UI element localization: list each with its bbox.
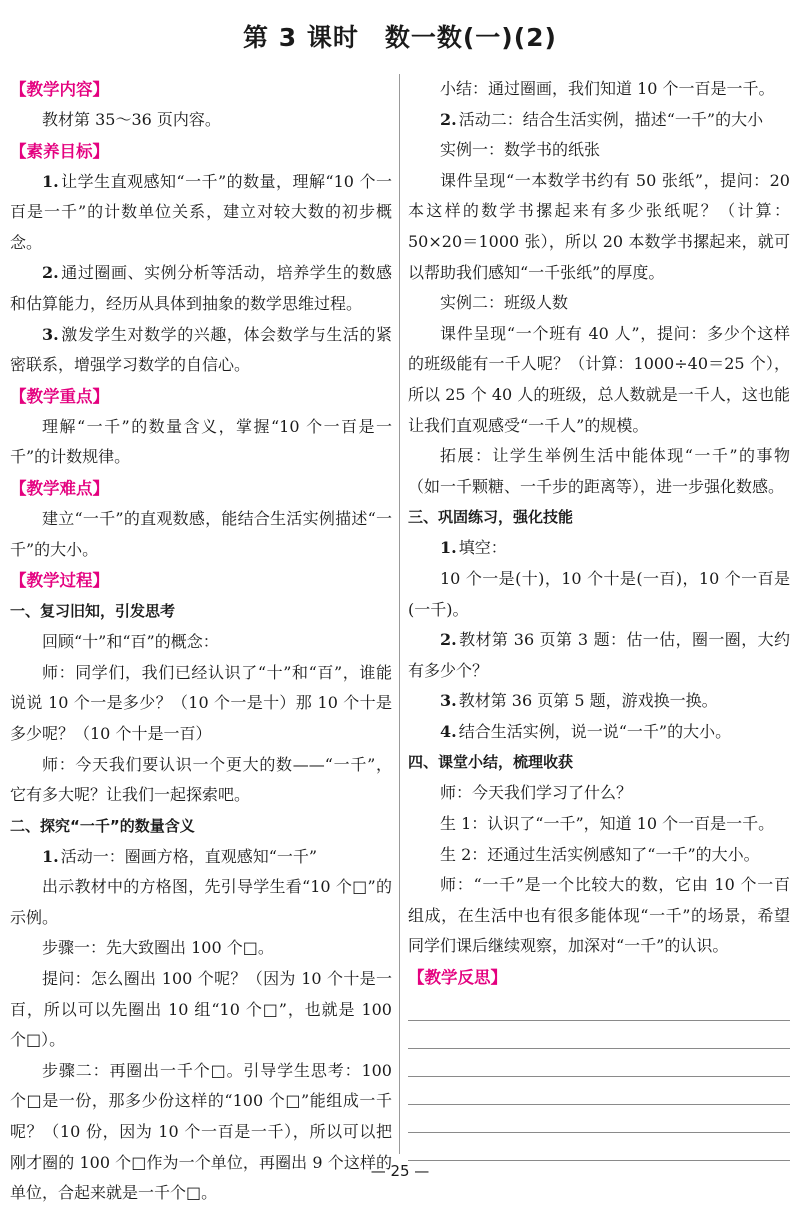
paragraph: 生 2：还通过生活实例感知了“一千”的大小。: [440, 844, 760, 864]
paragraph: 步骤二：再圈出一千个□。引导学生思考：100 个□是一份，那多少份这样的“100 个□”能组成一千呢？（10 份，因为 10 个一百是一千），所以可以把刚才圈的 100 个□作为一个单位，再圈出 9 个这样的单位，合起来就是一千个□。: [10, 1060, 392, 1203]
section-tag-goals: 【素养目标】: [10, 141, 109, 161]
key-text: 理解“一千”的数量含义，掌握“10 个一百是一千”的计数规律。: [10, 416, 392, 467]
goal-item: [10, 258, 392, 319]
writing-line: [408, 1077, 790, 1105]
writing-line: [408, 1021, 790, 1049]
paragraph: 课件呈现“一本数学书约有 50 张纸”，提问：20 本这样的数学书摞起来有多少张纸呢？（计算：50×20＝1000 张），所以 20 本数学书摞起来，就可以帮助我们感知“一千张纸”的厚度。: [408, 170, 790, 282]
exercise-item: [408, 564, 790, 625]
activity-text: 活动一：圈画方格，直观感知“一千”: [60, 846, 318, 866]
section-tag-key: 【教学重点】: [10, 386, 109, 406]
exercise-number: 3.: [440, 691, 457, 711]
difficulty-text: 建立“一千”的直观数感，能结合生活实例描述“一千”的大小。: [10, 508, 392, 559]
right-column: [408, 74, 790, 1161]
left-column: [10, 74, 392, 1209]
exercise-text: 结合生活实例，说一说“一千”的大小。: [458, 721, 732, 741]
exercise-number: 1.: [440, 538, 457, 558]
exercise-text: 教材第 36 页第 3 题：估一估，圈一圈，大约有多少个？: [408, 630, 790, 680]
goal-text: 通过圈画、实例分析等活动，培养学生的数感和估算能力，经历从具体到抽象的数学思维过程。: [10, 263, 392, 313]
paragraph: 课件呈现“一个班有 40 人”，提问：多少个这样的班级能有一千人呢？（计算：1000÷40＝25 个），所以 25 个 40 人的班级，总人数就是一千人，这也能让我们直观感受“一千人”的规模。: [408, 323, 790, 435]
paragraph: 师：今天我们学习了什么？: [440, 783, 633, 803]
example-title: 实例二：班级人数: [440, 293, 569, 313]
paragraph: 拓展：让学生举例生活中能体现“一千”的事物（如一千颗糖、一千步的距离等），进一步强化数感。: [408, 446, 790, 496]
paragraph: 出示教材中的方格图，先引导学生看“10 个□”的示例。: [10, 877, 392, 927]
paragraph: 步骤一：先大致圈出 100 个□。: [42, 938, 274, 958]
exercise-item: [408, 625, 790, 686]
paragraph: 回顾“十”和“百”的概念：: [42, 632, 219, 652]
paragraph: 生 1：认识了“一千”，知道 10 个一百是一千。: [440, 814, 775, 834]
exercise-item: [408, 717, 790, 748]
goal-number: 1.: [42, 171, 59, 191]
exercise-text: 教材第 36 页第 5 题，游戏换一换。: [458, 691, 718, 711]
section-tag-content: 【教学内容】: [10, 80, 109, 99]
section-tag-reflection: 【教学反思】: [408, 968, 507, 988]
reflection-lines: [408, 993, 790, 1161]
page-number: — 25 —: [370, 1162, 430, 1180]
goal-number: 3.: [42, 324, 59, 344]
exercise-text: 10 个一是(十)，10 个十是(一百)，10 个一百是(一千)。: [408, 568, 790, 619]
exercise-item: [408, 533, 790, 564]
section-heading: 四、课堂小结，梳理收获: [408, 753, 574, 772]
column-divider: [399, 74, 400, 1154]
paragraph: 师：同学们，我们已经认识了“十”和“百”，谁能说说 10 个一是多少？（10 个一是十）那 10 个十是多少呢？（10 个十是一百）: [10, 662, 392, 743]
section-heading: 三、巩固练习，强化技能: [408, 508, 574, 527]
paragraph: 师：“一千”是一个比较大的数，它由 10 个一百组成，在生活中也有很多能体现“一千”的场景，希望同学们课后继续观察，加深对“一千”的认识。: [408, 875, 790, 956]
goal-item: [10, 167, 392, 259]
activity-title: [408, 105, 790, 136]
goal-text: 激发学生对数学的兴趣，体会数学与生活的紧密联系，增强学习数学的自信心。: [10, 324, 392, 375]
goal-item: [10, 320, 392, 381]
activity-number: 1.: [42, 846, 59, 866]
section-heading: 一、复习旧知，引发思考: [10, 602, 176, 621]
goal-number: 2.: [42, 263, 59, 283]
content-text: 教材第 35～36 页内容。: [42, 110, 221, 129]
writing-line: [408, 1049, 790, 1077]
paragraph: 师：今天我们要认识一个更大的数——“一千”，它有多大呢？让我们一起探索吧。: [10, 754, 392, 805]
paragraph: 小结：通过圈画，我们知道 10 个一百是一千。: [440, 79, 775, 98]
section-tag-process: 【教学过程】: [10, 571, 109, 591]
activity-number: 2.: [440, 109, 457, 129]
writing-line: [408, 1133, 790, 1161]
writing-line: [408, 1105, 790, 1133]
goal-text: 让学生直观感知“一千”的数量，理解“10 个一百是一千”的计数单位关系，建立对较大数的初步概念。: [10, 171, 392, 252]
activity-title: [10, 842, 392, 873]
exercise-number: 4.: [440, 721, 457, 741]
exercise-text: 填空：: [458, 538, 507, 558]
section-tag-difficulty: 【教学难点】: [10, 478, 109, 498]
activity-text: 活动二：结合生活实例，描述“一千”的大小: [458, 109, 764, 129]
exercise-number: 2.: [440, 630, 457, 650]
example-title: 实例一：数学书的纸张: [440, 140, 601, 160]
exercise-item: [408, 686, 790, 717]
page-title: 第 3 课时 数一数(一)(2): [243, 23, 557, 52]
paragraph: 提问：怎么圈出 100 个呢？（因为 10 个十是一百，所以可以先圈出 10 组“10 个□”，也就是 100 个□）。: [10, 969, 392, 1050]
writing-line: [408, 993, 790, 1021]
section-heading: 二、探究“一千”的数量含义: [10, 816, 195, 835]
